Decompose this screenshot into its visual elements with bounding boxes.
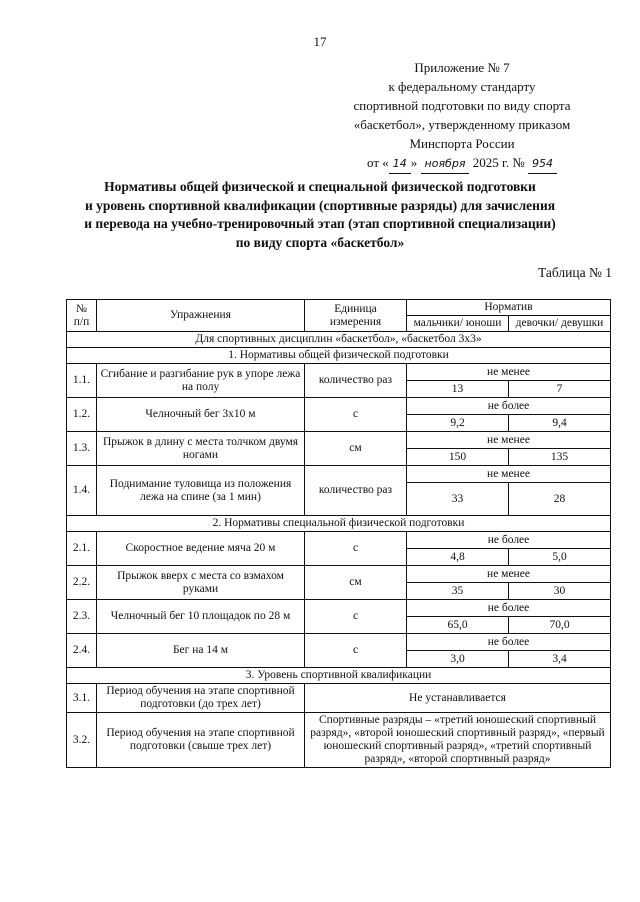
table-row: 35 30: [67, 583, 611, 600]
table-row: 1.3. Прыжок в длину с места толчком двумя ногами см не менее: [67, 432, 611, 449]
header-unit: Единица измерения: [305, 300, 407, 332]
header-girls: девочки/ девушки: [509, 316, 611, 332]
section-heading: 3. Уровень спортивной квалификации: [67, 668, 611, 684]
table-row: 2.3. Челночный бег 10 площадок по 28 м с не более: [67, 600, 611, 617]
table-header-row: [67, 300, 611, 316]
table-row: 2.2. Прыжок вверх с места со взмахом руками см не менее: [67, 566, 611, 583]
table-row: 150 135: [67, 449, 611, 466]
order-day: 14: [389, 154, 411, 174]
table-row: 3.2. Период обучения на этапе спортивной подготовки (свыше трех лет) Спортивные разряды – «третий юношеский спортивный разряд», «второй юношеский спортивный разряд», «первый юношеский спортивный разряд», «третий спортивный разряд», «второй спортивный разряд»: [67, 713, 611, 768]
appendix-title: Приложение № 7: [414, 60, 510, 75]
appendix-line: к федеральному стандарту: [388, 79, 536, 94]
document-title: Нормативы общей физической и специальной физической подготовки и уровень спортивной квалификации (спортивные разряды) для зачисления и перевода на учебно-тренировочный этап (этап спортивной специализации) по виду спорта «баскетбол»: [84, 179, 556, 250]
section-heading: 1. Нормативы общей физической подготовки: [67, 348, 611, 364]
appendix-line: спортивной подготовки по виду спорта: [353, 98, 571, 113]
table-row: 33 28: [67, 483, 611, 516]
table-row: 3,0 3,4: [67, 651, 611, 668]
appendix-line: «баскетбол», утвержденному приказом: [353, 117, 571, 132]
page-number: 17: [313, 34, 327, 49]
table-row: 2.1. Скоростное ведение мяча 20 м с не более: [67, 532, 611, 549]
section-heading: 2. Нормативы специальной физической подготовки: [67, 516, 611, 532]
table-row: 2.4. Бег на 14 м с не более: [67, 634, 611, 651]
table-row: 9,2 9,4: [67, 415, 611, 432]
appendix-block: [312, 58, 612, 174]
table-label: Таблица № 1: [538, 265, 612, 280]
order-date-line: от « 14 » ноября 2025 г. № 954: [312, 153, 612, 174]
table-row: 1.2. Челночный бег 3х10 м с не более: [67, 398, 611, 415]
header-exercise: Упражнения: [97, 300, 305, 332]
header-boys: мальчики/ юноши: [407, 316, 509, 332]
order-month: ноября: [421, 154, 470, 174]
table-row: 1.1. Сгибание и разгибание рук в упоре лежа на полу количество раз не менее: [67, 364, 611, 381]
appendix-line: Минспорта России: [409, 136, 515, 151]
disciplines-row: Для спортивных дисциплин «баскетбол», «баскетбол 3х3»: [67, 332, 611, 348]
table-row: 4,8 5,0: [67, 549, 611, 566]
table-row: 65,0 70,0: [67, 617, 611, 634]
header-norm: Норматив: [407, 300, 611, 316]
norms-table: [66, 299, 611, 768]
header-num: № п/п: [67, 300, 97, 332]
table-row: 13 7: [67, 381, 611, 398]
order-number: 954: [528, 154, 557, 174]
table-row: 3.1. Период обучения на этапе спортивной подготовки (до трех лет) Не устанавливается: [67, 684, 611, 713]
table-row: 1.4. Поднимание туловища из положения лежа на спине (за 1 мин) количество раз не менее: [67, 466, 611, 483]
